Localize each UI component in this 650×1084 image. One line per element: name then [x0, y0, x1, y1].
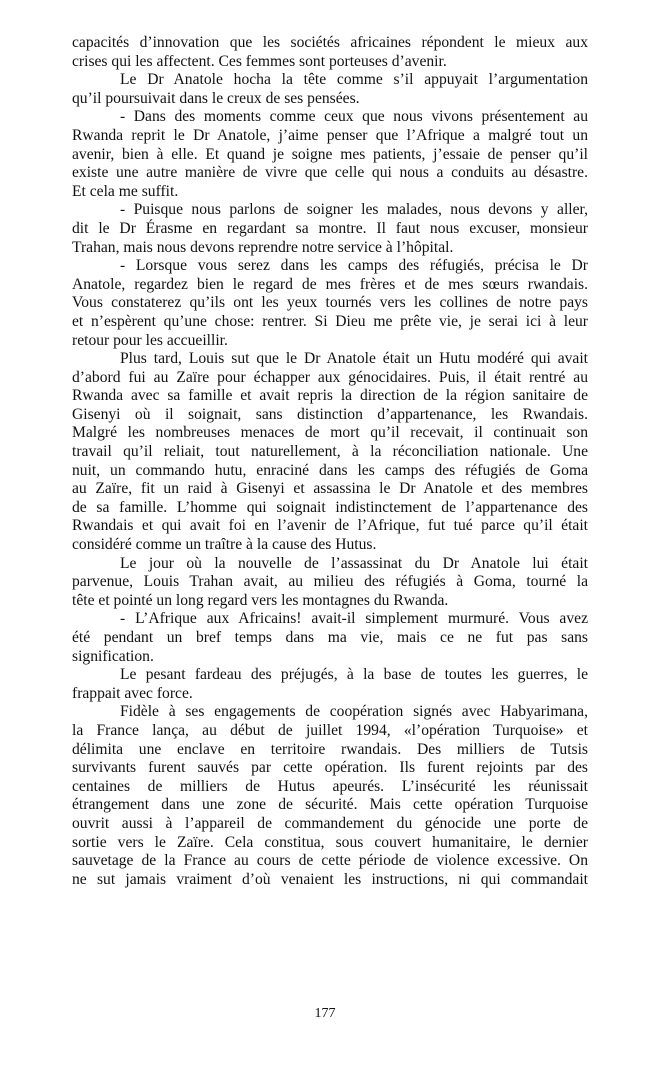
text-line: ne sut jamais vraiment d’où venaient les instructions, ni qui commandait: [72, 870, 588, 888]
text-line: centaines de milliers de Hutus apeurés. L’insécurité les réunissait: [72, 777, 588, 795]
paragraph: [72, 610, 588, 666]
paragraph: [72, 350, 588, 555]
text-line: Trahan, mais nous devons reprendre notre service à l’hôpital.: [72, 238, 454, 256]
text-line: frappait avec force.: [72, 684, 193, 702]
paragraph: [72, 201, 588, 257]
text-line: la France lança, au début de juillet 1994, «l’opération Turquoise» et: [72, 721, 588, 739]
text-line: étrangement dans une zone de sécurité. Mais cette opération Turquoise: [72, 796, 588, 814]
text-line: Et cela me suffit.: [72, 182, 179, 200]
text-line: - Dans des moments comme ceux que nous vivons présentement au: [120, 108, 588, 126]
text-line: existe une autre manière de vivre que celle qui nous a conduits au désastre.: [72, 164, 588, 182]
text-line: avenir, bien à elle. Et quand je soigne mes patients, j’essaie de penser qu’il: [72, 145, 588, 163]
paragraph: [72, 34, 588, 71]
text-line: tête et pointé un long regard vers les montagnes du Rwanda.: [72, 591, 449, 609]
text-line: sauvetage de la France au cours de cette période de violence excessive. On: [72, 852, 588, 870]
text-line: d’abord fui au Zaïre pour échapper aux génocidaires. Puis, il était rentré au: [72, 368, 588, 386]
text-line: sortie vers le Zaïre. Cela constitua, sous couvert humanitaire, le dernier: [72, 833, 588, 851]
text-line: survivants furent sauvés par cette opération. Ils furent rejoints par des: [72, 759, 588, 777]
text-line: Plus tard, Louis sut que le Dr Anatole était un Hutu modéré qui avait: [120, 350, 588, 368]
text-line: Gisenyi où il soignait, sans distinction d’appartenance, les Rwandais.: [72, 405, 588, 423]
text-line: Fidèle à ses engagements de coopération signés avec Habyarimana,: [120, 703, 588, 721]
text-line: Anatole, regardez bien le regard de mes frères et de mes sœurs rwandais.: [72, 275, 588, 293]
text-line: Le jour où la nouvelle de l’assassinat du Dr Anatole lui était: [120, 554, 588, 572]
paragraph: [72, 108, 588, 201]
text-line: crises qui les affectent. Ces femmes sont porteuses d’avenir.: [72, 52, 447, 70]
text-line: travail qu’il reliait, tout naturellement, à la réconciliation nationale. Une: [72, 443, 588, 461]
paragraph: [72, 555, 588, 611]
text-line: de sa famille. L’homme qui soignait indistinctement de l’appartenance des: [72, 498, 588, 516]
text-line: Rwanda reprit le Dr Anatole, j’aime penser que l’Afrique a malgré tout un: [72, 126, 588, 144]
text-line: Le Dr Anatole hocha la tête comme s’il appuyait l’argumentation: [120, 71, 588, 89]
paragraph: [72, 703, 588, 889]
text-line: au Zaïre, fit un raid à Gisenyi et assassina le Dr Anatole et des membres: [72, 480, 588, 498]
text-line: nuit, un commando hutu, enraciné dans les camps des réfugiés de Goma: [72, 461, 588, 479]
text-line: dit le Dr Érasme en regardant sa montre. Il faut nous excuser, monsieur: [72, 219, 588, 237]
text-line: Malgré les nombreuses menaces de mort qu’il recevait, il continuait son: [72, 424, 588, 442]
text-line: - Puisque nous parlons de soigner les malades, nous devons y aller,: [120, 201, 588, 219]
text-line: et n’espèrent qu’une chose: rentrer. Si Dieu me prête vie, je serai ici à leur: [72, 312, 588, 330]
text-line: été pendant un bref temps dans ma vie, mais ce ne fut pas sans: [72, 629, 588, 646]
text-line: - L’Afrique aux Africains! avait-il simplement murmuré. Vous avez: [120, 610, 588, 628]
text-line: retour pour les accueillir.: [72, 331, 228, 349]
text-line: - Lorsque vous serez dans les camps des réfugiés, précisa le Dr: [120, 257, 588, 275]
page-number: 177: [314, 1006, 336, 1021]
page-body-text: [72, 34, 588, 889]
text-line: Rwanda avec sa famille et avait repris la direction de la région sanitaire de: [72, 387, 588, 405]
text-line: considéré comme un traître à la cause des Hutus.: [72, 536, 377, 554]
text-line: capacités d’innovation que les sociétés africaines répondent le mieux aux: [72, 34, 588, 51]
text-line: Vous constaterez qu’ils ont les yeux tournés vers les collines de notre pays: [72, 294, 588, 312]
paragraph: [72, 257, 588, 350]
text-line: Le pesant fardeau des préjugés, à la base de toutes les guerres, le: [120, 666, 588, 684]
paragraph: [72, 666, 588, 703]
text-line: ouvrit aussi à l’appareil de commandement du génocide une porte de: [72, 814, 588, 832]
text-line: qu’il poursuivait dans le creux de ses pensées.: [72, 89, 360, 107]
text-line: Rwandais et qui avait foi en l’avenir de l’Afrique, fut tué parce qu’il était: [72, 517, 588, 535]
paragraph: [72, 71, 588, 108]
text-line: délimita une enclave en territoire rwandais. Des milliers de Tutsis: [72, 740, 588, 758]
text-line: parvenue, Louis Trahan avait, au milieu des réfugiés à Goma, tourné la: [72, 573, 588, 591]
text-line: signification.: [72, 647, 154, 665]
